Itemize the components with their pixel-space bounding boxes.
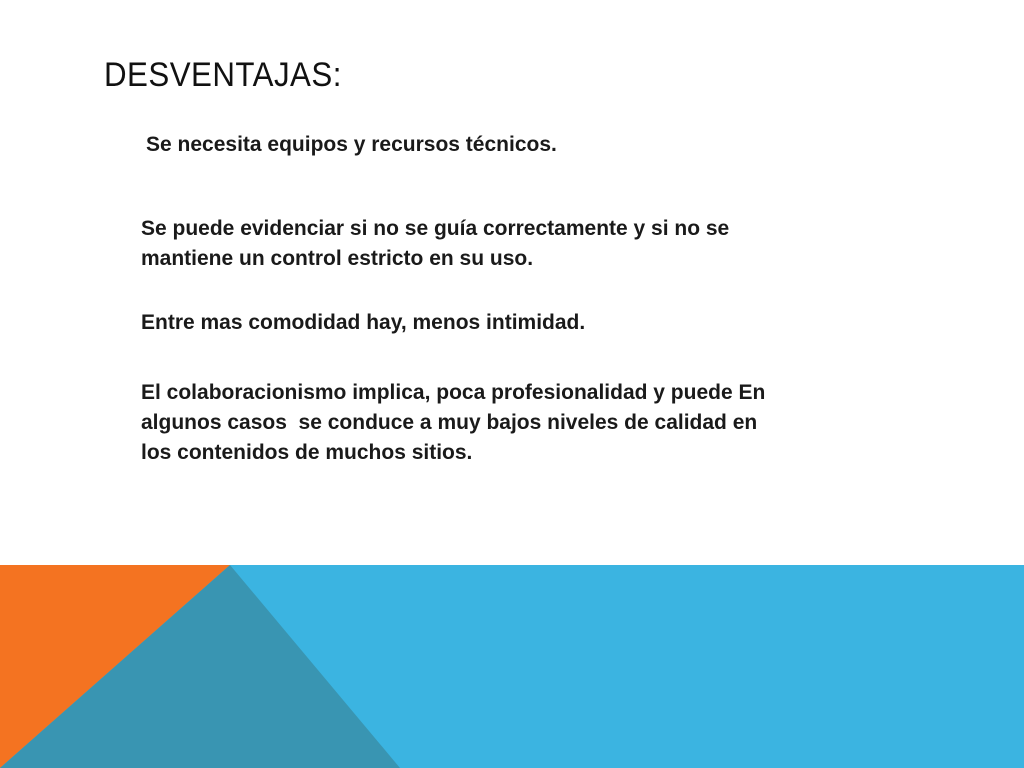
bullet-1-line-1: Se necesita equipos y recursos técnicos. [146, 133, 557, 156]
bullet-4-line-2: algunos casos se conduce a muy bajos niveles de calidad en [141, 411, 758, 434]
bullet-4 [141, 378, 765, 468]
bullet-3-line-1: Entre mas comodidad hay, menos intimidad. [141, 311, 586, 334]
bullet-4-line-3: los contenidos de muchos sitios. [141, 441, 473, 464]
bottom-decoration [0, 565, 1024, 768]
bullet-4-line-1: El colaboracionismo implica, poca profesionalidad y puede En [141, 381, 766, 404]
bullet-2-line-2: mantiene un control estricto en su uso. [141, 247, 534, 270]
bullet-2 [141, 214, 729, 274]
bullet-1 [146, 130, 557, 160]
slide-title: DESVENTAJAS: [104, 56, 342, 94]
bullet-3 [141, 308, 585, 338]
bullet-2-line-1: Se puede evidenciar si no se guía correctamente y si no se [141, 217, 730, 240]
